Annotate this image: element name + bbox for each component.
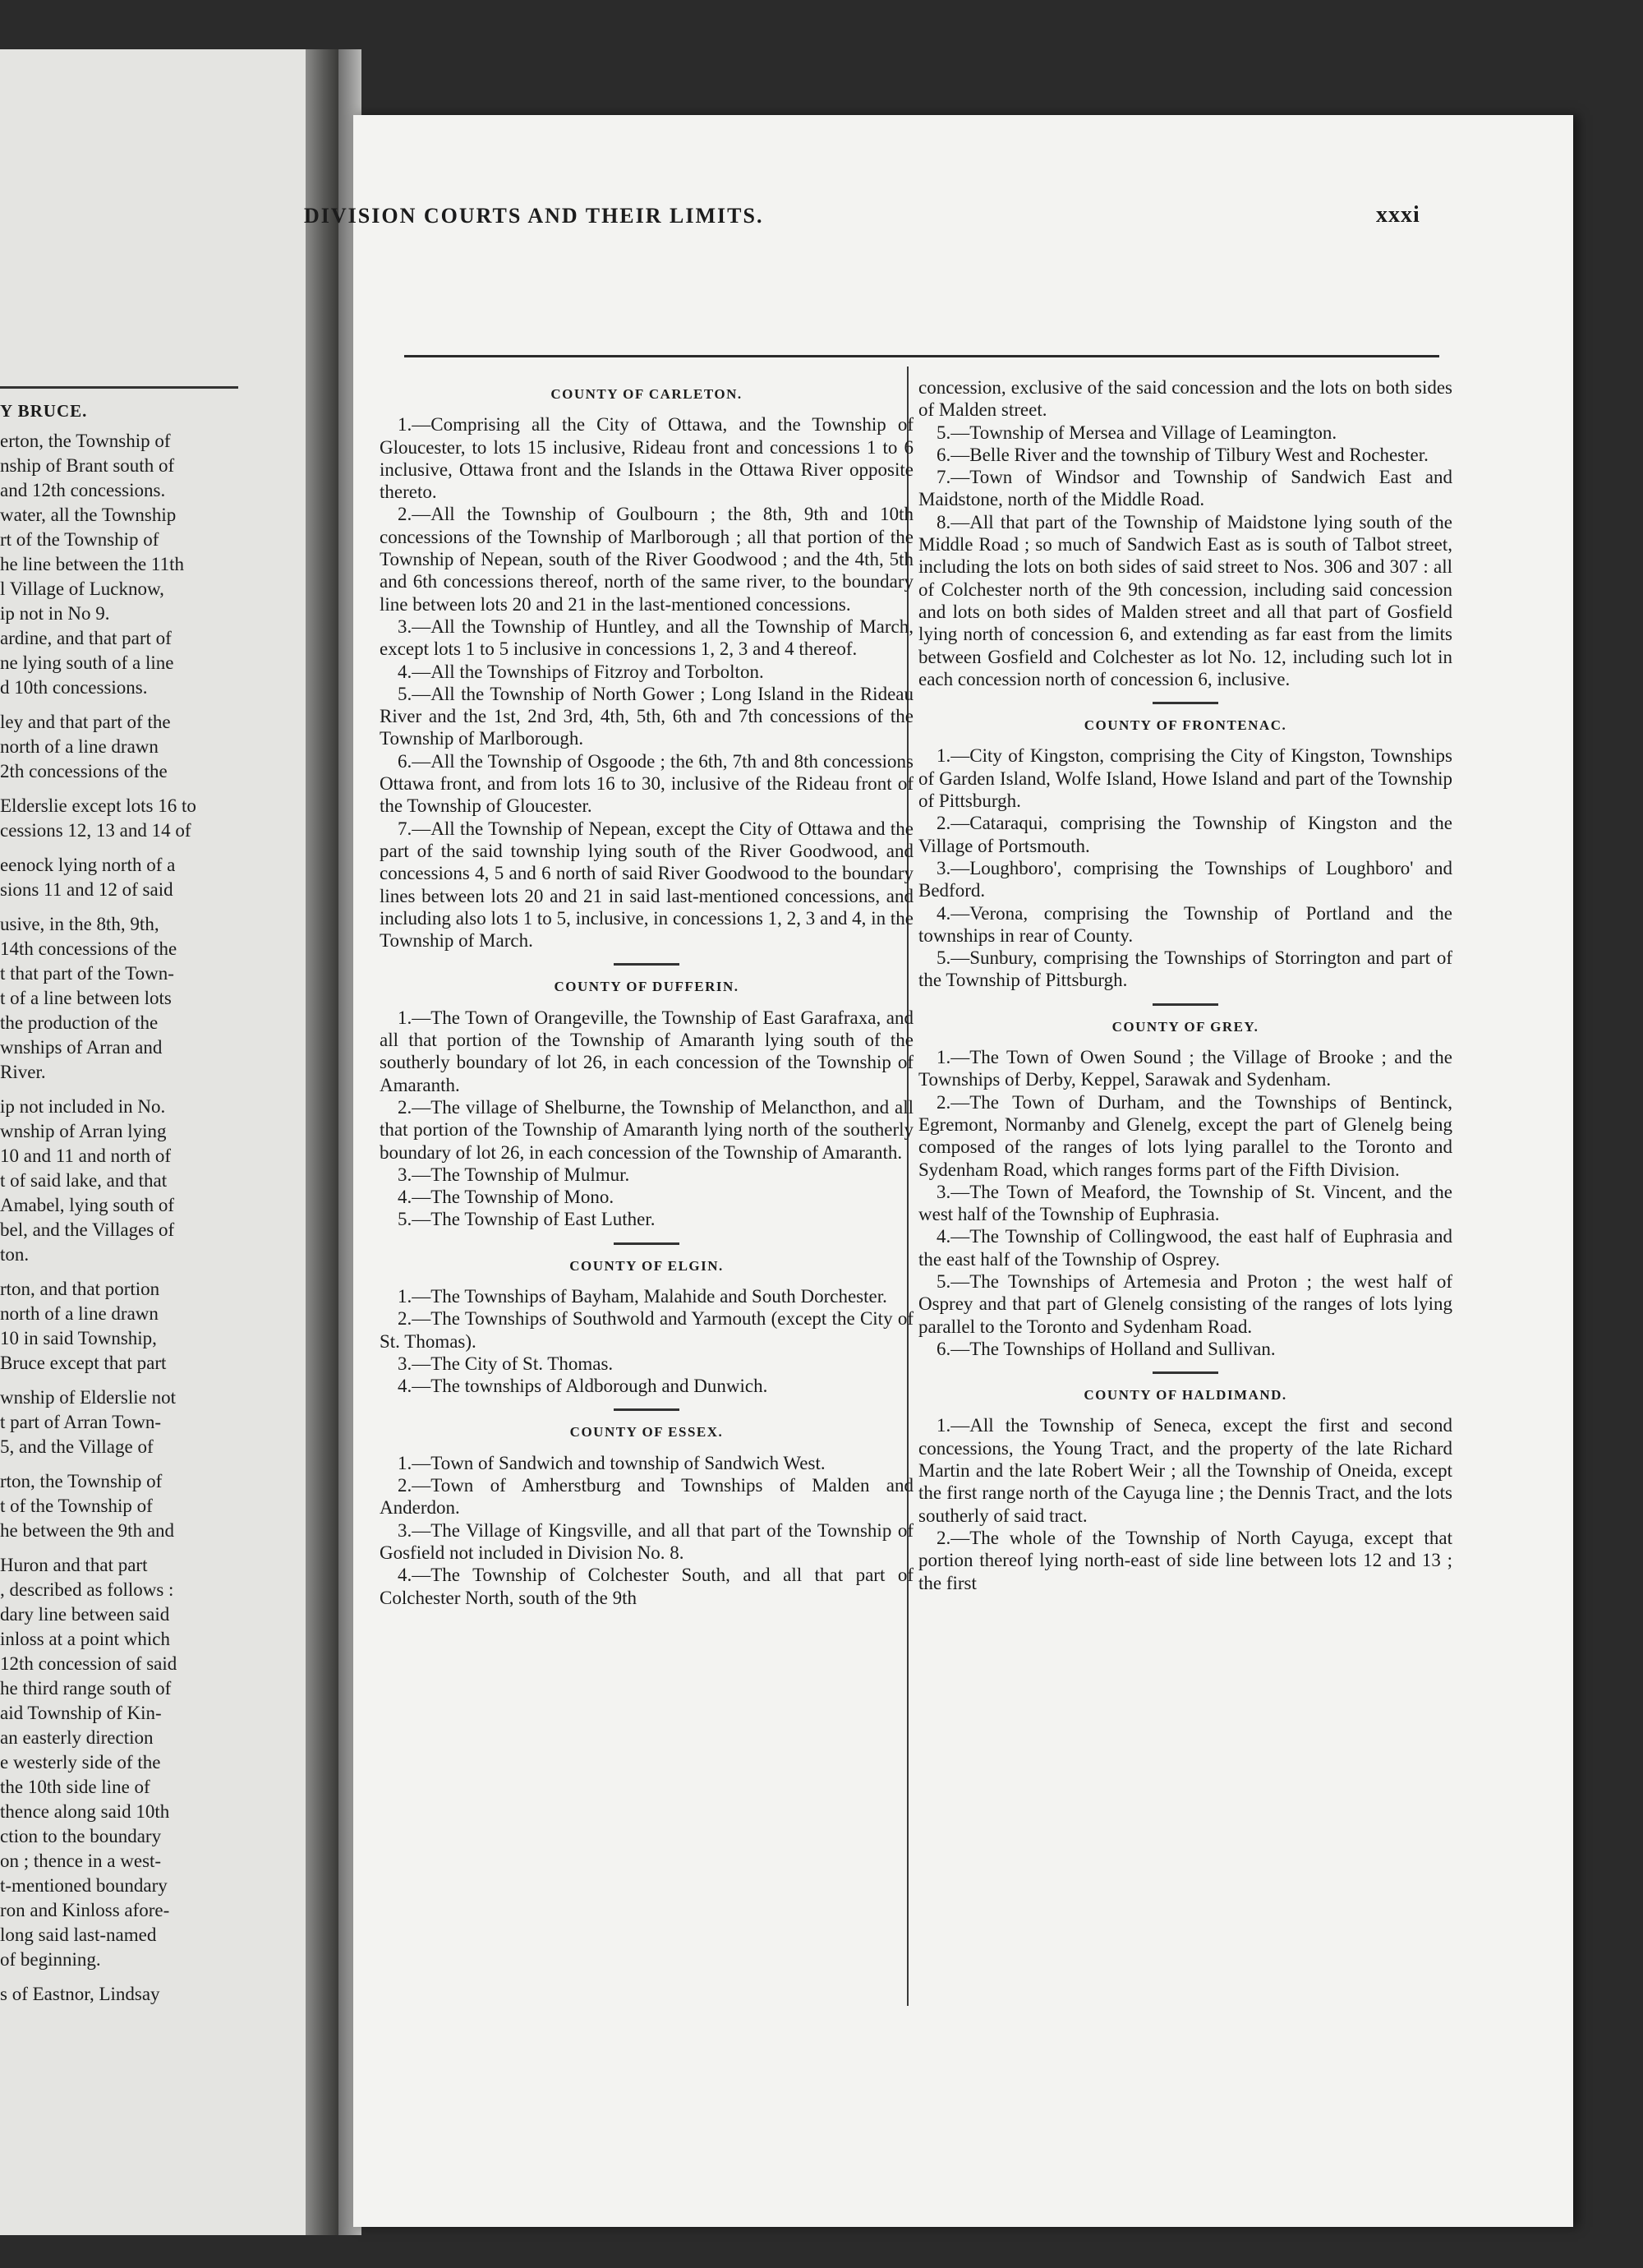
division-paragraph: 3.—The Village of Kingsville, and all that part of the Township of Gosfield not included in Division No. 8. <box>380 1519 914 1563</box>
division-paragraph: 2.—The village of Shelburne, the Township of Melancthon, and all that portion of the Township of Amaranth lying north of the southerly boundary of lot 26, in each concession of the Township of Amaranth. <box>380 1096 914 1163</box>
county-heading: COUNTY OF GREY. <box>1111 1018 1259 1035</box>
division-paragraph: 2.—Cataraqui, comprising the Township of Kingston and the Village of Portsmouth. <box>918 813 1452 856</box>
left-page-line: ip not included in No. <box>0 1096 166 1117</box>
left-page-line: ron and Kinloss afore- <box>0 1900 170 1920</box>
division-paragraph: 8.—All that part of the Township of Maidstone lying south of the Middle Road ; so much of Sandwich East as is south of Talbot street, including the lots on both sides of said street to Nos. 306 and 307 : all of Colchester north of the 9th concession, including said concession and lots on both sides of Malden street and all that part of Gosfield lying north of concession 6, and extending as far east from the limits between Gosfield and Colchester as lot No. 12, including such lot in each concession north of concession 6, inclusive. <box>918 511 1452 689</box>
left-page-line <box>0 700 246 710</box>
left-page-line: the 10th side line of <box>0 1777 150 1797</box>
right-column <box>918 376 1452 1606</box>
division-paragraph: 2.—The Town of Durham, and the Townships of Bentinck, Egremont, Normanby and Glenelg, except the part of Glenelg being composed of the ranges of lots lying parallel to the Toronto and Sydenham Road, which ranges forms part of the Fifth Division. <box>918 1091 1452 1180</box>
left-page-line: thence along said 10th <box>0 1801 170 1822</box>
left-page-line: ardine, and that part of <box>0 628 172 648</box>
division-paragraph: 2.—The whole of the Township of North Cayuga, except that portion thereof lying north-east of side line between lots 12 and 13 ; the first <box>918 1527 1452 1593</box>
left-page-line: River. <box>0 1062 46 1082</box>
left-page-line: he third range south of <box>0 1678 172 1699</box>
left-page-line: ton. <box>0 1244 30 1265</box>
county-heading: COUNTY OF HALDIMAND. <box>1084 1387 1287 1404</box>
division-paragraph: 4.—The townships of Aldborough and Dunwich. <box>398 1376 768 1397</box>
left-page-line: rton, the Township of <box>0 1471 163 1491</box>
division-paragraph: 1.—The Townships of Bayham, Malahide and South Dorchester. <box>398 1285 887 1307</box>
left-page-line: 12th concession of said <box>0 1653 177 1674</box>
county-section <box>380 1242 914 1398</box>
left-page-line: ne lying south of a line <box>0 652 174 673</box>
left-page-line: t of the Township of <box>0 1496 153 1516</box>
left-page-line: t part of Arran Town- <box>0 1412 161 1432</box>
division-paragraph: 2.—Town of Amherstburg and Townships of Malden and Anderdon. <box>380 1475 914 1519</box>
division-paragraph: 3.—The City of St. Thomas. <box>398 1353 614 1374</box>
left-page-line: long said last-named <box>0 1925 157 1945</box>
left-page-line: ction to the boundary <box>0 1826 162 1846</box>
division-paragraph: 6.—The Townships of Holland and Sullivan. <box>937 1338 1276 1359</box>
left-page-line: rton, and that portion <box>0 1279 160 1299</box>
section-rule <box>614 1242 679 1245</box>
book-gutter <box>306 49 338 2235</box>
left-page-line: bel, and the Villages of <box>0 1219 175 1240</box>
left-page-line <box>0 1972 246 1982</box>
left-page-line: inloss at a point which <box>0 1629 170 1649</box>
division-paragraph: 4.—The Township of Collingwood, the east half of Euphrasia and the east half of the Township of Osprey. <box>918 1226 1452 1270</box>
left-page-line: sions 11 and 12 of said <box>0 879 173 900</box>
division-paragraph: 5.—The Township of East Luther. <box>398 1209 656 1230</box>
left-page-line: he between the 9th and <box>0 1520 175 1541</box>
left-page-line: ley and that part of the <box>0 712 171 732</box>
left-page-line: of beginning. <box>0 1949 101 1970</box>
left-page-line <box>0 1085 246 1095</box>
left-page-line: cessions 12, 13 and 14 of <box>0 820 191 841</box>
left-page-line: north of a line drawn <box>0 736 159 757</box>
left-page-line: an easterly direction <box>0 1727 154 1748</box>
left-page-line: the production of the <box>0 1012 159 1033</box>
left-page-line: t of a line between lots <box>0 988 172 1008</box>
page-header-title: DIVISION COURTS AND THEIR LIMITS. <box>304 204 764 228</box>
left-page-line: , described as follows : <box>0 1579 174 1600</box>
division-paragraph: 1.—Comprising all the City of Ottawa, and the Township of Gloucester, to lots 15 inclusive, Rideau front and concessions 1 to 6 inclusive, Ottawa front and the Islands in the Ottawa River opposite thereto. <box>380 414 914 503</box>
division-paragraph: 4.—The Township of Colchester South, and all that part of Colchester North, south of the 9th <box>380 1565 914 1608</box>
left-page-line: erton, the Township of <box>0 431 171 451</box>
division-paragraph: 1.—The Town of Owen Sound ; the Village of Brooke ; and the Townships of Derby, Keppel, Sarawak and Sydenham. <box>918 1047 1452 1090</box>
division-paragraph: 5.—The Townships of Artemesia and Proton ; the west half of Osprey and that part of Glenelg consisting of the ranges of lots lying parallel to the Toronto and Sydenham Road. <box>918 1270 1452 1337</box>
left-page-line: t of said lake, and that <box>0 1170 168 1191</box>
division-paragraph: 5.—All the Township of North Gower ; Long Island in the Rideau River and the 1st, 2nd 3rd, 4th, 5th, 6th and 7th concessions of the Township of Marlborough. <box>380 683 914 749</box>
left-page-text <box>0 429 246 2007</box>
county-section <box>918 702 1452 992</box>
division-paragraph: 5.—Sunbury, comprising the Townships of Storrington and part of the Township of Pittsburgh. <box>918 947 1452 991</box>
county-heading: COUNTY OF CARLETON. <box>550 386 743 402</box>
page-number: xxxi <box>1376 202 1420 228</box>
division-paragraph: 6.—All the Township of Osgoode ; the 6th, 7th and 8th concessions Ottawa front, and from lots 16 to 30, inclusive of the Rideau front of the Township of Gloucester. <box>380 750 914 817</box>
left-page-line: Huron and that part <box>0 1555 148 1575</box>
county-section <box>380 963 914 1230</box>
left-page-line <box>0 1267 246 1277</box>
section-rule <box>614 1408 679 1411</box>
left-page-line: eenock lying north of a <box>0 855 176 875</box>
left-page-line: l Village of Lucknow, <box>0 579 164 599</box>
left-page-line <box>0 1459 246 1469</box>
county-section <box>918 1371 1452 1594</box>
county-heading: COUNTY OF DUFFERIN. <box>554 979 739 995</box>
division-paragraph: 4.—Verona, comprising the Township of Portland and the townships in rear of County. <box>918 902 1452 946</box>
left-page-line: and 12th concessions. <box>0 480 166 500</box>
division-paragraph: 1.—Town of Sandwich and township of Sandwich West. <box>398 1452 826 1473</box>
division-paragraph: 3.—The Town of Meaford, the Township of St. Vincent, and the west half of the Township of Euphrasia. <box>918 1181 1452 1225</box>
left-page-line: 5, and the Village of <box>0 1436 154 1457</box>
left-page-rule <box>0 386 238 389</box>
division-paragraph: 5.—Township of Mersea and Village of Leamington. <box>937 422 1337 443</box>
left-page-line: rt of the Township of <box>0 529 159 550</box>
division-paragraph: 3.—Loughboro', comprising the Townships of Loughboro' and Bedford. <box>918 857 1452 901</box>
left-page-line: on ; thence in a west- <box>0 1851 162 1871</box>
left-page-line: 10 in said Township, <box>0 1328 157 1348</box>
left-page-line: he line between the 11th <box>0 554 184 574</box>
county-section <box>380 1408 914 1608</box>
division-paragraph: concession, exclusive of the said concession and the lots on both sides of Malden street. <box>918 377 1452 421</box>
left-page-line <box>0 902 246 912</box>
left-page-line: nship of Brant south of <box>0 455 175 476</box>
header-rule <box>404 355 1439 357</box>
county-heading: COUNTY OF ELGIN. <box>569 1257 724 1274</box>
left-page-line: water, all the Township <box>0 505 177 525</box>
division-paragraph: 2.—The Townships of Southwold and Yarmouth (except the City of St. Thomas). <box>380 1308 914 1352</box>
county-section <box>380 383 914 952</box>
left-page-line: s of Eastnor, Lindsay <box>0 1984 160 2004</box>
left-page-line: 10 and 11 and north of <box>0 1146 172 1166</box>
left-page-line: Bruce except that part <box>0 1353 167 1373</box>
section-rule <box>1153 1003 1218 1006</box>
left-page-line: e westerly side of the <box>0 1752 161 1772</box>
division-paragraph: 1.—The Town of Orangeville, the Township of East Garafraxa, and all that portion of the Township of Amaranth lying south of the southerly boundary of lot 26, in each concession of the Township of Amaranth. <box>380 1007 914 1095</box>
division-paragraph: 4.—The Township of Mono. <box>398 1187 614 1208</box>
left-page-line: d 10th concessions. <box>0 677 148 698</box>
division-paragraph: 7.—Town of Windsor and Township of Sandwich East and Maidstone, north of the Middle Road. <box>918 467 1452 510</box>
division-paragraph: 3.—The Township of Mulmur. <box>398 1164 630 1185</box>
left-page-line: 2th concessions of the <box>0 761 168 781</box>
left-page-line <box>0 1376 246 1385</box>
division-paragraph: 3.—All the Township of Huntley, and all the Township of March, except lots 1 to 5 inclusive in concessions 1, 2, 3 and 4 thereof. <box>380 615 914 660</box>
left-page-line: Elderslie except lots 16 to <box>0 795 196 816</box>
left-page-line: north of a line drawn <box>0 1303 159 1324</box>
left-page-line: wnships of Arran and <box>0 1037 163 1058</box>
division-paragraph: 6.—Belle River and the township of Tilbury West and Rochester. <box>937 444 1429 465</box>
left-page-line: 14th concessions of the <box>0 938 177 959</box>
left-page-line: wnship of Arran lying <box>0 1121 167 1141</box>
left-page-line <box>0 1543 246 1553</box>
left-page-line: t that part of the Town- <box>0 963 174 984</box>
left-page-line <box>0 843 246 853</box>
left-page-line: wnship of Elderslie not <box>0 1387 176 1408</box>
left-page-line: usive, in the 8th, 9th, <box>0 914 159 934</box>
county-section <box>918 1003 1452 1360</box>
left-page-line <box>0 784 246 794</box>
left-page-line: t-mentioned boundary <box>0 1875 168 1896</box>
left-page-line: dary line between said <box>0 1604 170 1625</box>
county-section <box>918 376 1452 690</box>
county-heading: COUNTY OF ESSEX. <box>569 1424 724 1441</box>
section-rule <box>1153 702 1218 704</box>
left-page-line: Amabel, lying south of <box>0 1195 175 1215</box>
left-page-heading: Y BRUCE. <box>0 401 88 421</box>
left-column <box>380 376 914 1620</box>
county-heading: COUNTY OF FRONTENAC. <box>1084 717 1287 734</box>
division-paragraph: 4.—All the Townships of Fitzroy and Torbolton. <box>398 661 764 682</box>
section-rule <box>1153 1371 1218 1374</box>
division-paragraph: 1.—All the Township of Seneca, except the first and second concessions, the Young Tract, and the property of the late Richard Martin and the late Robert Weir ; all the Township of Oneida, except the first range north of the Cayuga line ; the Dennis Tract, and the lots southerly of said tract. <box>918 1415 1452 1526</box>
left-page-line: aid Township of Kin- <box>0 1703 162 1723</box>
left-page-line: ip not in No 9. <box>0 603 110 624</box>
left-page <box>0 49 312 2235</box>
division-paragraph: 2.—All the Township of Goulbourn ; the 8th, 9th and 10th concessions of the Township of Marlborough ; all that portion of the Township of Nepean, south of the River Goodwood ; and the 4th, 5th and 6th concessions thereof, north of the same river, to the boundary line between lots 20 and 21 in the last-mentioned concessions. <box>380 504 914 615</box>
division-paragraph: 1.—City of Kingston, comprising the City of Kingston, Townships of Garden Island, Wolfe Island, Howe Island and part of the Township of Pittsburgh. <box>918 745 1452 812</box>
section-rule <box>614 963 679 966</box>
division-paragraph: 7.—All the Township of Nepean, except the City of Ottawa and the part of the said township lying south of the River Goodwood, and concessions 4, 5 and 6 north of said River Goodwood to the boundary lines between lots 20 and 21 in said last-mentioned concessions, and including also lots 1 to 5, inclusive, in concessions 1, 2, 3 and 4, in the Township of March. <box>380 818 914 952</box>
